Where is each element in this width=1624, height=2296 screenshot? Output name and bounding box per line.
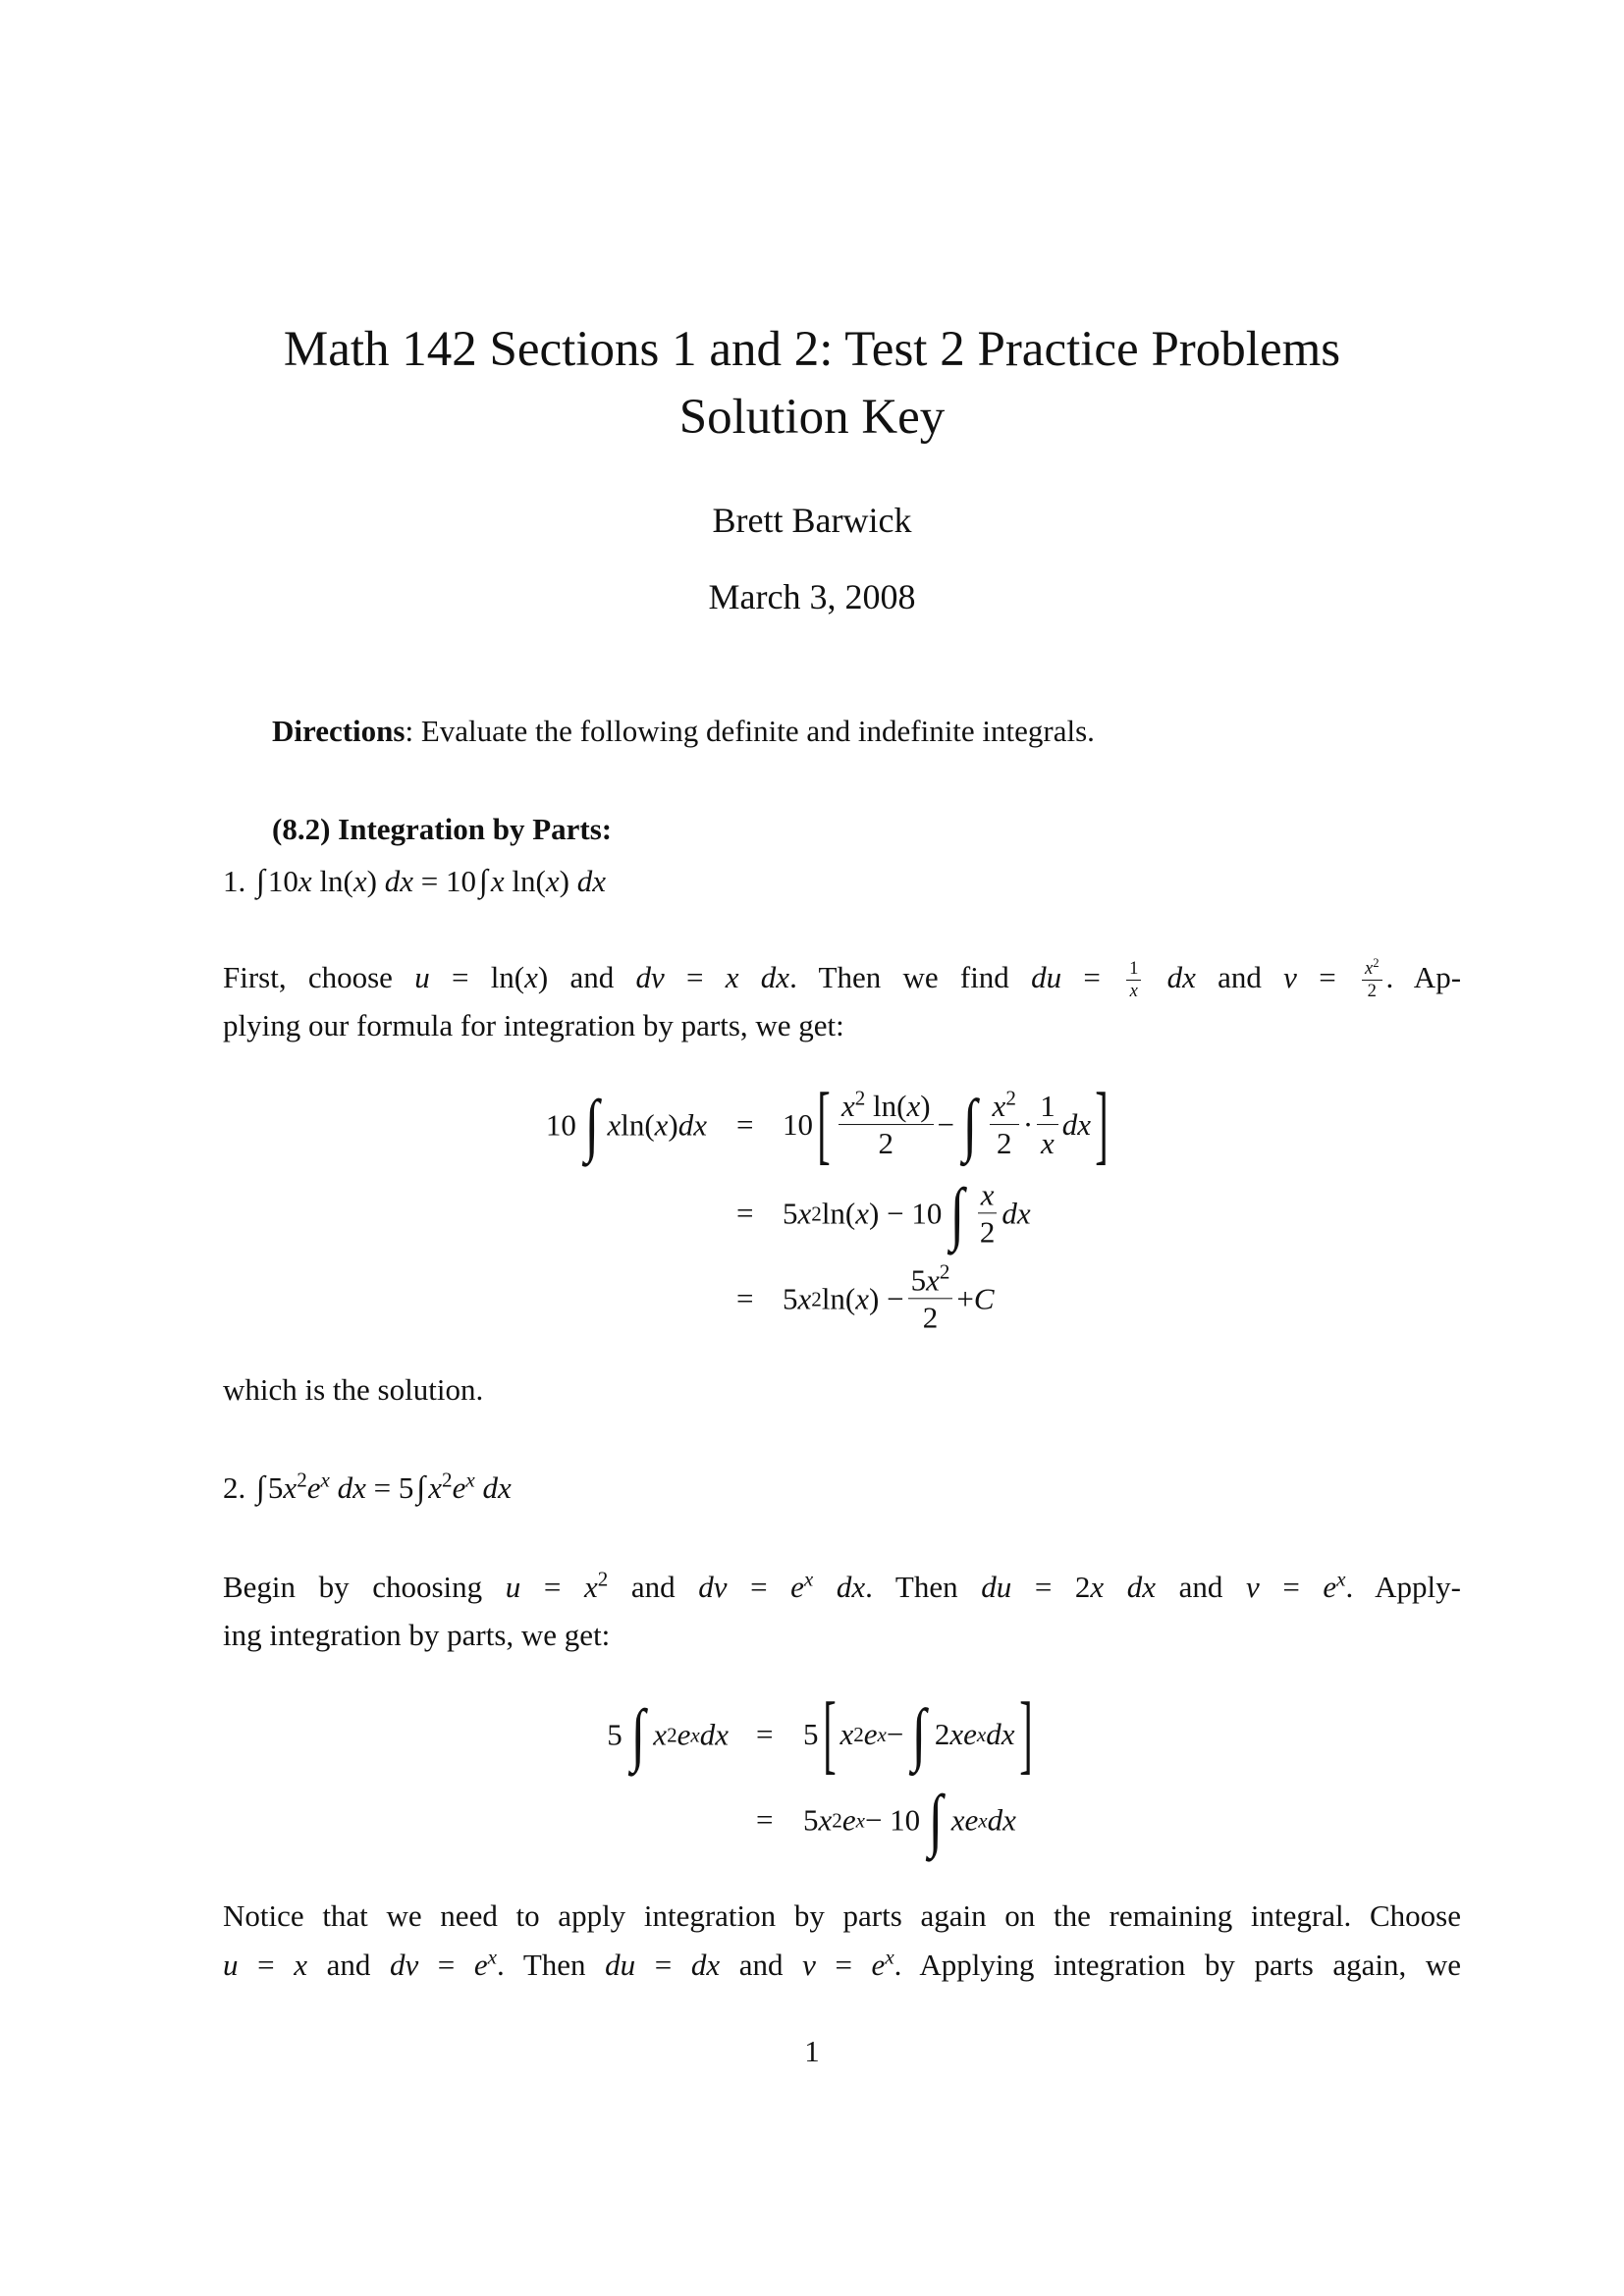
- text-run: ): [559, 864, 577, 898]
- math-variable: dv: [635, 960, 665, 994]
- math-variable: v: [802, 1948, 816, 1982]
- math-variable: e: [306, 1470, 321, 1505]
- text-run: ): [366, 864, 385, 898]
- superscript: 2: [1005, 1086, 1016, 1110]
- text-run: ln(: [821, 1281, 856, 1315]
- text-run: 2: [979, 1214, 996, 1250]
- text-run: 1: [1129, 958, 1139, 980]
- problem-1-paragraph-line-1: [223, 956, 1462, 1002]
- text-run: ln(: [865, 1089, 907, 1124]
- text-run: =: [635, 1948, 691, 1982]
- math-variable: x: [583, 1570, 598, 1604]
- text-run: and: [1195, 960, 1284, 994]
- math-variable: xe: [949, 1717, 977, 1751]
- math-variable: e: [790, 1570, 804, 1604]
- text-run: ) and: [537, 960, 636, 994]
- math-variable: x: [797, 1196, 812, 1230]
- document-title-line-2: Solution Key: [678, 390, 946, 445]
- math-variable: x: [545, 864, 560, 898]
- text-run: and: [720, 1948, 803, 1982]
- text-run: =: [815, 1948, 872, 1982]
- problem-1-equation-row-2: 5 x 2 ln( x ) − 10 ∫ $\frac{x}{2}$ dx: [783, 1174, 1031, 1253]
- text-run: 5: [783, 1196, 798, 1230]
- text-run: 5: [267, 1470, 284, 1505]
- math-variable: x: [818, 1801, 833, 1837]
- problem-2-paragraph-line-2: [223, 1616, 610, 1655]
- text-run: . Ap-: [1385, 960, 1462, 994]
- date: March 3, 2008: [708, 577, 916, 616]
- problem-1-equation-row-1: [783, 1076, 1112, 1174]
- text-run: − 10: [864, 1801, 921, 1837]
- text-run: 2.: [223, 1470, 253, 1505]
- section-heading: [272, 810, 612, 849]
- math-variable: e: [473, 1948, 488, 1982]
- math-variable: x: [926, 1262, 940, 1298]
- text-run: 5: [607, 1716, 623, 1751]
- fraction: [1362, 958, 1382, 1003]
- problem-1-statement: [223, 862, 606, 901]
- math-variable: x: [980, 1177, 995, 1212]
- text-run: 2: [1367, 981, 1377, 1002]
- math-variable: dx: [474, 1470, 512, 1505]
- fraction: [839, 1088, 934, 1161]
- numerator: [839, 1088, 934, 1125]
- problem-1-equation-row-3: 5 x 2 ln( x ) − $\frac{5x^2}{2}$ + C: [783, 1259, 995, 1335]
- equals-sign: =: [736, 1196, 754, 1230]
- math-variable: dx: [987, 1801, 1016, 1837]
- directions-text: : Evaluate the following definite and indefinite integrals.: [405, 714, 1095, 748]
- problem-2-equation-row-1: 5 [ x 2 e x − ∫ 2 xe x dx ]: [803, 1685, 1033, 1784]
- text-run: =: [418, 1948, 474, 1982]
- text-run: ln(: [311, 864, 353, 898]
- integral-sign: ∫: [630, 1695, 645, 1774]
- text-run: ln(: [821, 1196, 856, 1230]
- math-variable: x: [524, 960, 538, 994]
- text-run: . Then we find: [789, 960, 1032, 994]
- text-run: First, choose: [223, 960, 415, 994]
- text-run: 2: [922, 1300, 939, 1335]
- denominator: [1365, 981, 1380, 1002]
- text-run: . Then: [865, 1570, 982, 1604]
- math-variable: x: [352, 864, 367, 898]
- text-run: =: [1061, 960, 1123, 994]
- math-variable: e: [841, 1801, 856, 1837]
- math-variable: u: [414, 960, 430, 994]
- math-variable: x: [1041, 1126, 1055, 1161]
- left-bracket: [: [822, 1685, 837, 1784]
- denominator: [920, 1300, 942, 1336]
- math-variable: x: [1129, 981, 1138, 1002]
- text-run: . Applying integration by parts again, we: [893, 1948, 1462, 1982]
- text-run: =: [238, 1948, 295, 1982]
- text-run: 5: [803, 1717, 819, 1751]
- left-bracket: [: [817, 1076, 831, 1174]
- fraction: [1037, 1088, 1058, 1161]
- superscript: x: [885, 1945, 894, 1969]
- math-variable: x: [855, 1196, 870, 1230]
- superscript: x: [803, 1567, 814, 1591]
- math-variable: dx: [690, 1948, 721, 1982]
- text-run: = 2: [1011, 1570, 1091, 1604]
- math-variable: dv: [389, 1948, 419, 1982]
- text-run: ln(: [504, 864, 546, 898]
- text-run: Begin by choosing: [223, 1570, 506, 1604]
- problem-2-equation-row-2: 5 x 2 e x − 10 ∫ xe x dx: [803, 1781, 1016, 1859]
- text-run: ) − 10: [869, 1196, 943, 1230]
- text-run: +: [956, 1281, 974, 1315]
- superscript: 2: [442, 1468, 453, 1492]
- superscript: 2: [597, 1567, 609, 1591]
- numerator: [990, 1088, 1019, 1125]
- integral-sign: ∫: [911, 1695, 927, 1774]
- integral-sign: ∫: [949, 1174, 965, 1253]
- integral-sign: ∫: [928, 1781, 944, 1859]
- denominator: [994, 1126, 1015, 1162]
- text-run: 1: [1040, 1089, 1056, 1124]
- text-run: =: [520, 1570, 584, 1604]
- right-bracket: ]: [1095, 1076, 1109, 1174]
- integral-sign: ∫: [416, 1470, 426, 1506]
- superscript: x: [465, 1468, 475, 1492]
- text-run: −: [937, 1107, 955, 1142]
- math-variable: x: [294, 1948, 307, 1982]
- text-run: 10: [783, 1107, 813, 1142]
- math-variable: du: [1031, 960, 1062, 994]
- integral-sign: ∫: [584, 1086, 599, 1164]
- math-variable: C: [973, 1281, 995, 1315]
- superscript: 2: [854, 1086, 866, 1110]
- text-run: 2: [878, 1126, 893, 1161]
- text-run: . Apply-: [1345, 1570, 1461, 1604]
- numerator: [1362, 958, 1382, 981]
- text-run: 5: [803, 1801, 819, 1837]
- numerator: [1037, 1088, 1058, 1125]
- math-variable: u: [223, 1948, 239, 1982]
- math-variable: x: [1364, 958, 1374, 980]
- denominator: [977, 1214, 999, 1251]
- math-variable: dx: [986, 1717, 1015, 1751]
- math-variable: e: [863, 1717, 878, 1751]
- numerator: [1126, 958, 1141, 981]
- math-variable: dx: [384, 864, 413, 898]
- superscript: 2: [939, 1259, 950, 1284]
- text-run: and: [1156, 1570, 1246, 1604]
- text-run: ing integration by parts, we get:: [223, 1618, 611, 1652]
- math-variable: x: [653, 1716, 668, 1751]
- problem-1-conclusion: which is the solution.: [223, 1372, 484, 1407]
- math-variable: x: [855, 1281, 870, 1315]
- problem-2-notice-line-1: [223, 1896, 1461, 1936]
- equals-sign: =: [736, 1281, 754, 1315]
- fraction: [1126, 958, 1141, 1003]
- text-run: 1.: [223, 864, 253, 898]
- text-run: =: [664, 960, 726, 994]
- math-variable: x dx: [725, 960, 790, 994]
- math-variable: x: [607, 1106, 622, 1142]
- math-variable: x: [654, 1106, 669, 1142]
- math-variable: x: [428, 1470, 443, 1505]
- equals-sign: =: [756, 1717, 774, 1751]
- math-variable: dx: [1001, 1196, 1031, 1230]
- equals-sign: =: [756, 1802, 774, 1837]
- math-variable: x: [992, 1089, 1006, 1124]
- problem-2-equation-lhs: 5 ∫ x 2 e x dx: [607, 1695, 729, 1774]
- integral-sign: ∫: [478, 864, 488, 899]
- text-run: 2: [934, 1717, 950, 1751]
- page-number: 1: [804, 2034, 820, 2068]
- math-variable: v: [1283, 960, 1297, 994]
- math-variable: e: [677, 1716, 691, 1751]
- math-variable: x: [298, 864, 312, 898]
- text-run: 10: [267, 864, 298, 898]
- text-run: =: [1296, 960, 1358, 994]
- integral-sign: ∫: [256, 1470, 265, 1506]
- math-variable: dx: [699, 1716, 729, 1751]
- text-run: = 10: [412, 864, 476, 898]
- text-run: =: [1259, 1570, 1324, 1604]
- denominator: [1038, 1126, 1057, 1162]
- text-run: ln(: [621, 1106, 655, 1142]
- section-heading-text: (8.2) Integration by Parts:: [272, 812, 613, 846]
- fraction: [908, 1261, 953, 1335]
- math-variable: dv: [698, 1570, 728, 1604]
- text-run: Notice that we need to apply integration by parts again on the remaining integral. Choose: [223, 1898, 1461, 1933]
- text-run: =: [727, 1570, 791, 1604]
- math-variable: xe: [950, 1801, 979, 1837]
- math-variable: x: [797, 1281, 812, 1315]
- right-bracket: ]: [1018, 1685, 1033, 1784]
- superscript: 2: [297, 1468, 307, 1492]
- text-run: plying our formula for integration by parts, we get:: [223, 1008, 844, 1042]
- math-variable: x: [840, 1089, 855, 1124]
- numerator: [978, 1176, 998, 1213]
- text-run: ·: [1022, 1107, 1034, 1142]
- text-run: and: [608, 1570, 699, 1604]
- text-run: 10: [545, 1106, 576, 1142]
- document-title-line-1: Math 142 Sections 1 and 2: Test 2 Practice Problems: [283, 322, 1341, 377]
- denominator: [1127, 981, 1141, 1002]
- integral-sign: ∫: [962, 1086, 978, 1164]
- problem-2-notice-line-2: [223, 1946, 1461, 1985]
- math-variable: dx: [677, 1106, 707, 1142]
- math-variable: x: [906, 1089, 921, 1124]
- author: Brett Barwick: [712, 501, 912, 540]
- text-run: = ln(: [429, 960, 525, 994]
- math-variable: x: [283, 1470, 298, 1505]
- numerator: [908, 1261, 953, 1299]
- superscript: 2: [1373, 956, 1380, 971]
- fraction: [990, 1088, 1019, 1161]
- math-variable: e: [452, 1470, 466, 1505]
- math-variable: x: [490, 864, 505, 898]
- math-variable: dx: [1061, 1107, 1091, 1142]
- problem-2-paragraph-line-1: [223, 1568, 1461, 1607]
- math-variable: u: [505, 1570, 521, 1604]
- math-variable: x: [839, 1717, 854, 1751]
- text-run: ) −: [869, 1281, 904, 1315]
- text-run: ): [920, 1089, 931, 1124]
- math-variable: x dx: [1090, 1570, 1157, 1604]
- equals-sign: =: [736, 1107, 754, 1142]
- fraction: [977, 1176, 999, 1250]
- text-run: 5: [783, 1281, 798, 1315]
- text-run: . Then: [497, 1948, 606, 1982]
- math-variable: e: [871, 1948, 886, 1982]
- integral-sign: ∫: [256, 864, 265, 899]
- text-run: and: [306, 1948, 390, 1982]
- directions-label: Directions: [272, 714, 406, 748]
- text-run: −: [886, 1717, 904, 1751]
- math-variable: dx: [329, 1470, 366, 1505]
- superscript: x: [1336, 1567, 1346, 1591]
- problem-2-statement: [223, 1468, 512, 1508]
- math-variable: du: [981, 1570, 1012, 1604]
- problem-1-equation-lhs: [545, 1086, 707, 1164]
- math-variable: du: [605, 1948, 636, 1982]
- text-run: 5: [910, 1262, 927, 1298]
- math-variable: dx: [576, 864, 606, 898]
- text-run: = 5: [365, 1470, 414, 1505]
- problem-1-paragraph-line-2: [223, 1006, 844, 1045]
- math-variable: dx: [1145, 960, 1196, 994]
- math-variable: dx: [813, 1570, 866, 1604]
- denominator: [875, 1126, 896, 1162]
- math-variable: v: [1245, 1570, 1260, 1604]
- directions: [272, 712, 1095, 751]
- math-variable: e: [1323, 1570, 1337, 1604]
- superscript: x: [487, 1945, 498, 1969]
- text-run: ): [668, 1106, 678, 1142]
- superscript: x: [320, 1468, 330, 1492]
- text-run: 2: [996, 1126, 1012, 1161]
